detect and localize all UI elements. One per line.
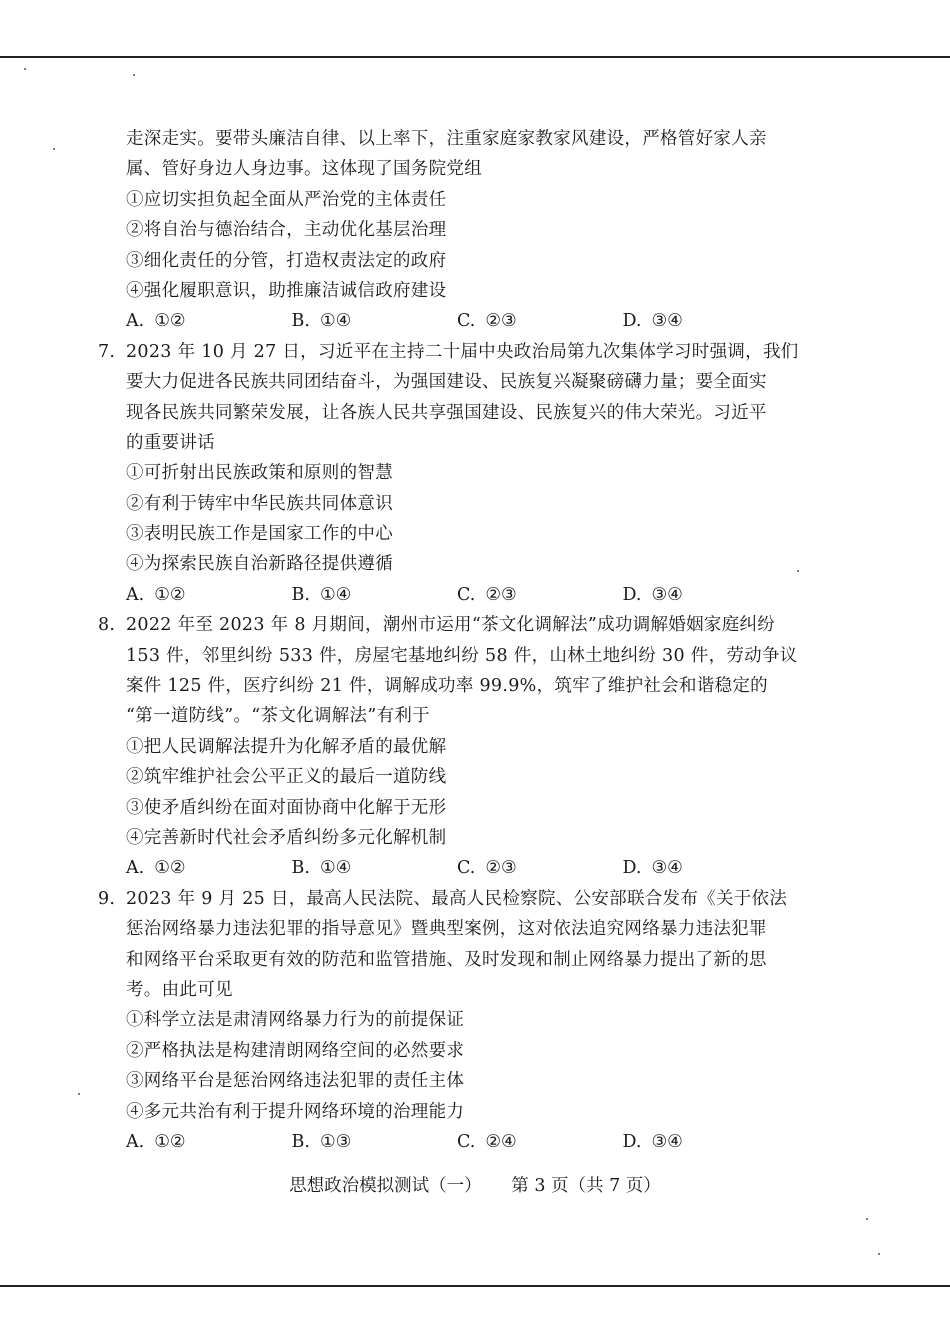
option-statement: ③使矛盾纠纷在面对面协商中化解于无形 xyxy=(126,797,447,818)
answer-b: B. ①④ xyxy=(291,858,352,879)
stem-line: 153 件，邻里纠纷 533 件，房屋宅基地纠纷 58 件，山林土地纠纷 30 件，劳动争议 xyxy=(126,645,798,666)
bottom-rule xyxy=(0,1285,950,1287)
option-statement: ①可折射出民族政策和原则的智慧 xyxy=(126,463,393,484)
option-statement: ②严格执法是构建清朗网络空间的必然要求 xyxy=(126,1040,465,1061)
stem-line: 考。由此可见 xyxy=(126,979,233,1000)
scan-speck xyxy=(866,1218,868,1220)
scan-speck xyxy=(878,1253,880,1255)
answer-choices xyxy=(98,580,788,610)
scan-speck xyxy=(797,570,799,572)
stem-line: 走深走实。要带头廉洁自律、以上率下，注重家庭家教家风建设，严格管好家人亲 xyxy=(126,129,767,149)
page-number: 第 3 页（共 7 页） xyxy=(511,1176,661,1196)
scan-speck xyxy=(24,68,26,70)
option-statement: ①科学立法是肃清网络暴力行为的前提保证 xyxy=(126,1010,465,1031)
exam-title: 思想政治模拟测试（一） xyxy=(289,1176,482,1196)
exam-page xyxy=(98,124,799,1157)
option-statement: ①应切实担负起全面从严治党的主体责任 xyxy=(126,189,447,210)
answer-c: C. ②③ xyxy=(457,858,517,879)
answer-a: A. ①② xyxy=(126,311,186,332)
question-8 xyxy=(98,610,798,884)
option-statement: ②筑牢维护社会公平正义的最后一道防线 xyxy=(126,767,447,788)
option-statement: ①把人民调解法提升为化解矛盾的最优解 xyxy=(126,736,447,757)
option-statement: ④多元共治有利于提升网络环境的治理能力 xyxy=(126,1101,465,1122)
question-number: 7. xyxy=(98,341,116,362)
answer-d: D. ③④ xyxy=(622,858,683,879)
answer-d: D. ③④ xyxy=(622,1131,683,1152)
stem-line: 案件 125 件，医疗纠纷 21 件，调解成功率 99.9%，筑牢了维护社会和谐稳定的 xyxy=(126,676,768,697)
option-statement: ③表明民族工作是国家工作的中心 xyxy=(126,524,393,545)
answer-choices xyxy=(98,853,788,883)
option-statement: ④强化履职意识，助推廉洁诚信政府建设 xyxy=(126,280,447,301)
answer-a: A. ①② xyxy=(126,858,186,879)
answer-c: C. ②③ xyxy=(457,311,517,332)
stem-line: 的重要讲话 xyxy=(126,432,215,453)
option-statement: ④为探索民族自治新路径提供遵循 xyxy=(126,554,393,575)
stem-line: 惩治网络暴力违法犯罪的指导意见》暨典型案例，这对依法追究网络暴力违法犯罪 xyxy=(126,919,767,940)
stem-line: 属、管好身边人身边事。这体现了国务院党组 xyxy=(126,159,482,180)
option-statement: ④完善新时代社会矛盾纠纷多元化解机制 xyxy=(126,827,447,848)
answer-a: A. ①② xyxy=(126,1131,186,1152)
option-statement: ②有利于铸牢中华民族共同体意识 xyxy=(126,493,393,514)
scan-speck xyxy=(53,148,55,150)
stem-line: 现各民族共同繁荣发展，让各族人民共享强国建设、民族复兴的伟大荣光。习近平 xyxy=(126,402,767,423)
stem-line: 9. 2023 年 9 月 25 日，最高人民法院、最高人民检察院、公安部联合发布《关于依法 xyxy=(98,884,788,914)
answer-choices xyxy=(98,1127,788,1157)
answer-d: D. ③④ xyxy=(622,584,683,605)
answer-c: C. ②④ xyxy=(457,1131,517,1152)
option-statement: ③细化责任的分管，打造权责法定的政府 xyxy=(126,250,447,271)
option-statement: ③网络平台是惩治网络违法犯罪的责任主体 xyxy=(126,1071,465,1092)
option-statement: ②将自治与德治结合，主动优化基层治理 xyxy=(126,220,447,241)
answer-b: B. ①③ xyxy=(291,1131,352,1152)
question-7 xyxy=(98,337,799,611)
scan-speck xyxy=(78,1093,80,1095)
answer-a: A. ①② xyxy=(126,584,186,605)
top-rule xyxy=(0,56,950,58)
question-6-continuation xyxy=(98,124,788,337)
stem-line: 8. 2022 年至 2023 年 8 月期间，潮州市运用“茶文化调解法”成功调解婚姻家庭纠纷 xyxy=(98,610,788,640)
question-number: 8. xyxy=(98,615,116,636)
question-number: 9. xyxy=(98,888,116,909)
page-footer xyxy=(0,1172,950,1197)
answer-c: C. ②③ xyxy=(457,584,517,605)
stem-line: 要大力促进各民族共同团结奋斗，为强国建设、民族复兴凝聚磅礴力量；要全面实 xyxy=(126,372,767,393)
question-9 xyxy=(98,884,788,1158)
stem-line: 和网络平台采取更有效的防范和监管措施、及时发现和制止网络暴力提出了新的思 xyxy=(126,949,767,970)
scan-speck xyxy=(133,74,135,76)
answer-choices xyxy=(98,306,788,336)
answer-d: D. ③④ xyxy=(622,311,683,332)
answer-b: B. ①④ xyxy=(291,584,352,605)
stem-line: “第一道防线”。“茶文化调解法”有利于 xyxy=(126,706,430,727)
stem-line: 7. 2023 年 10 月 27 日，习近平在主持二十届中央政治局第九次集体学习时强调，我们 xyxy=(98,337,788,367)
answer-b: B. ①④ xyxy=(291,311,352,332)
